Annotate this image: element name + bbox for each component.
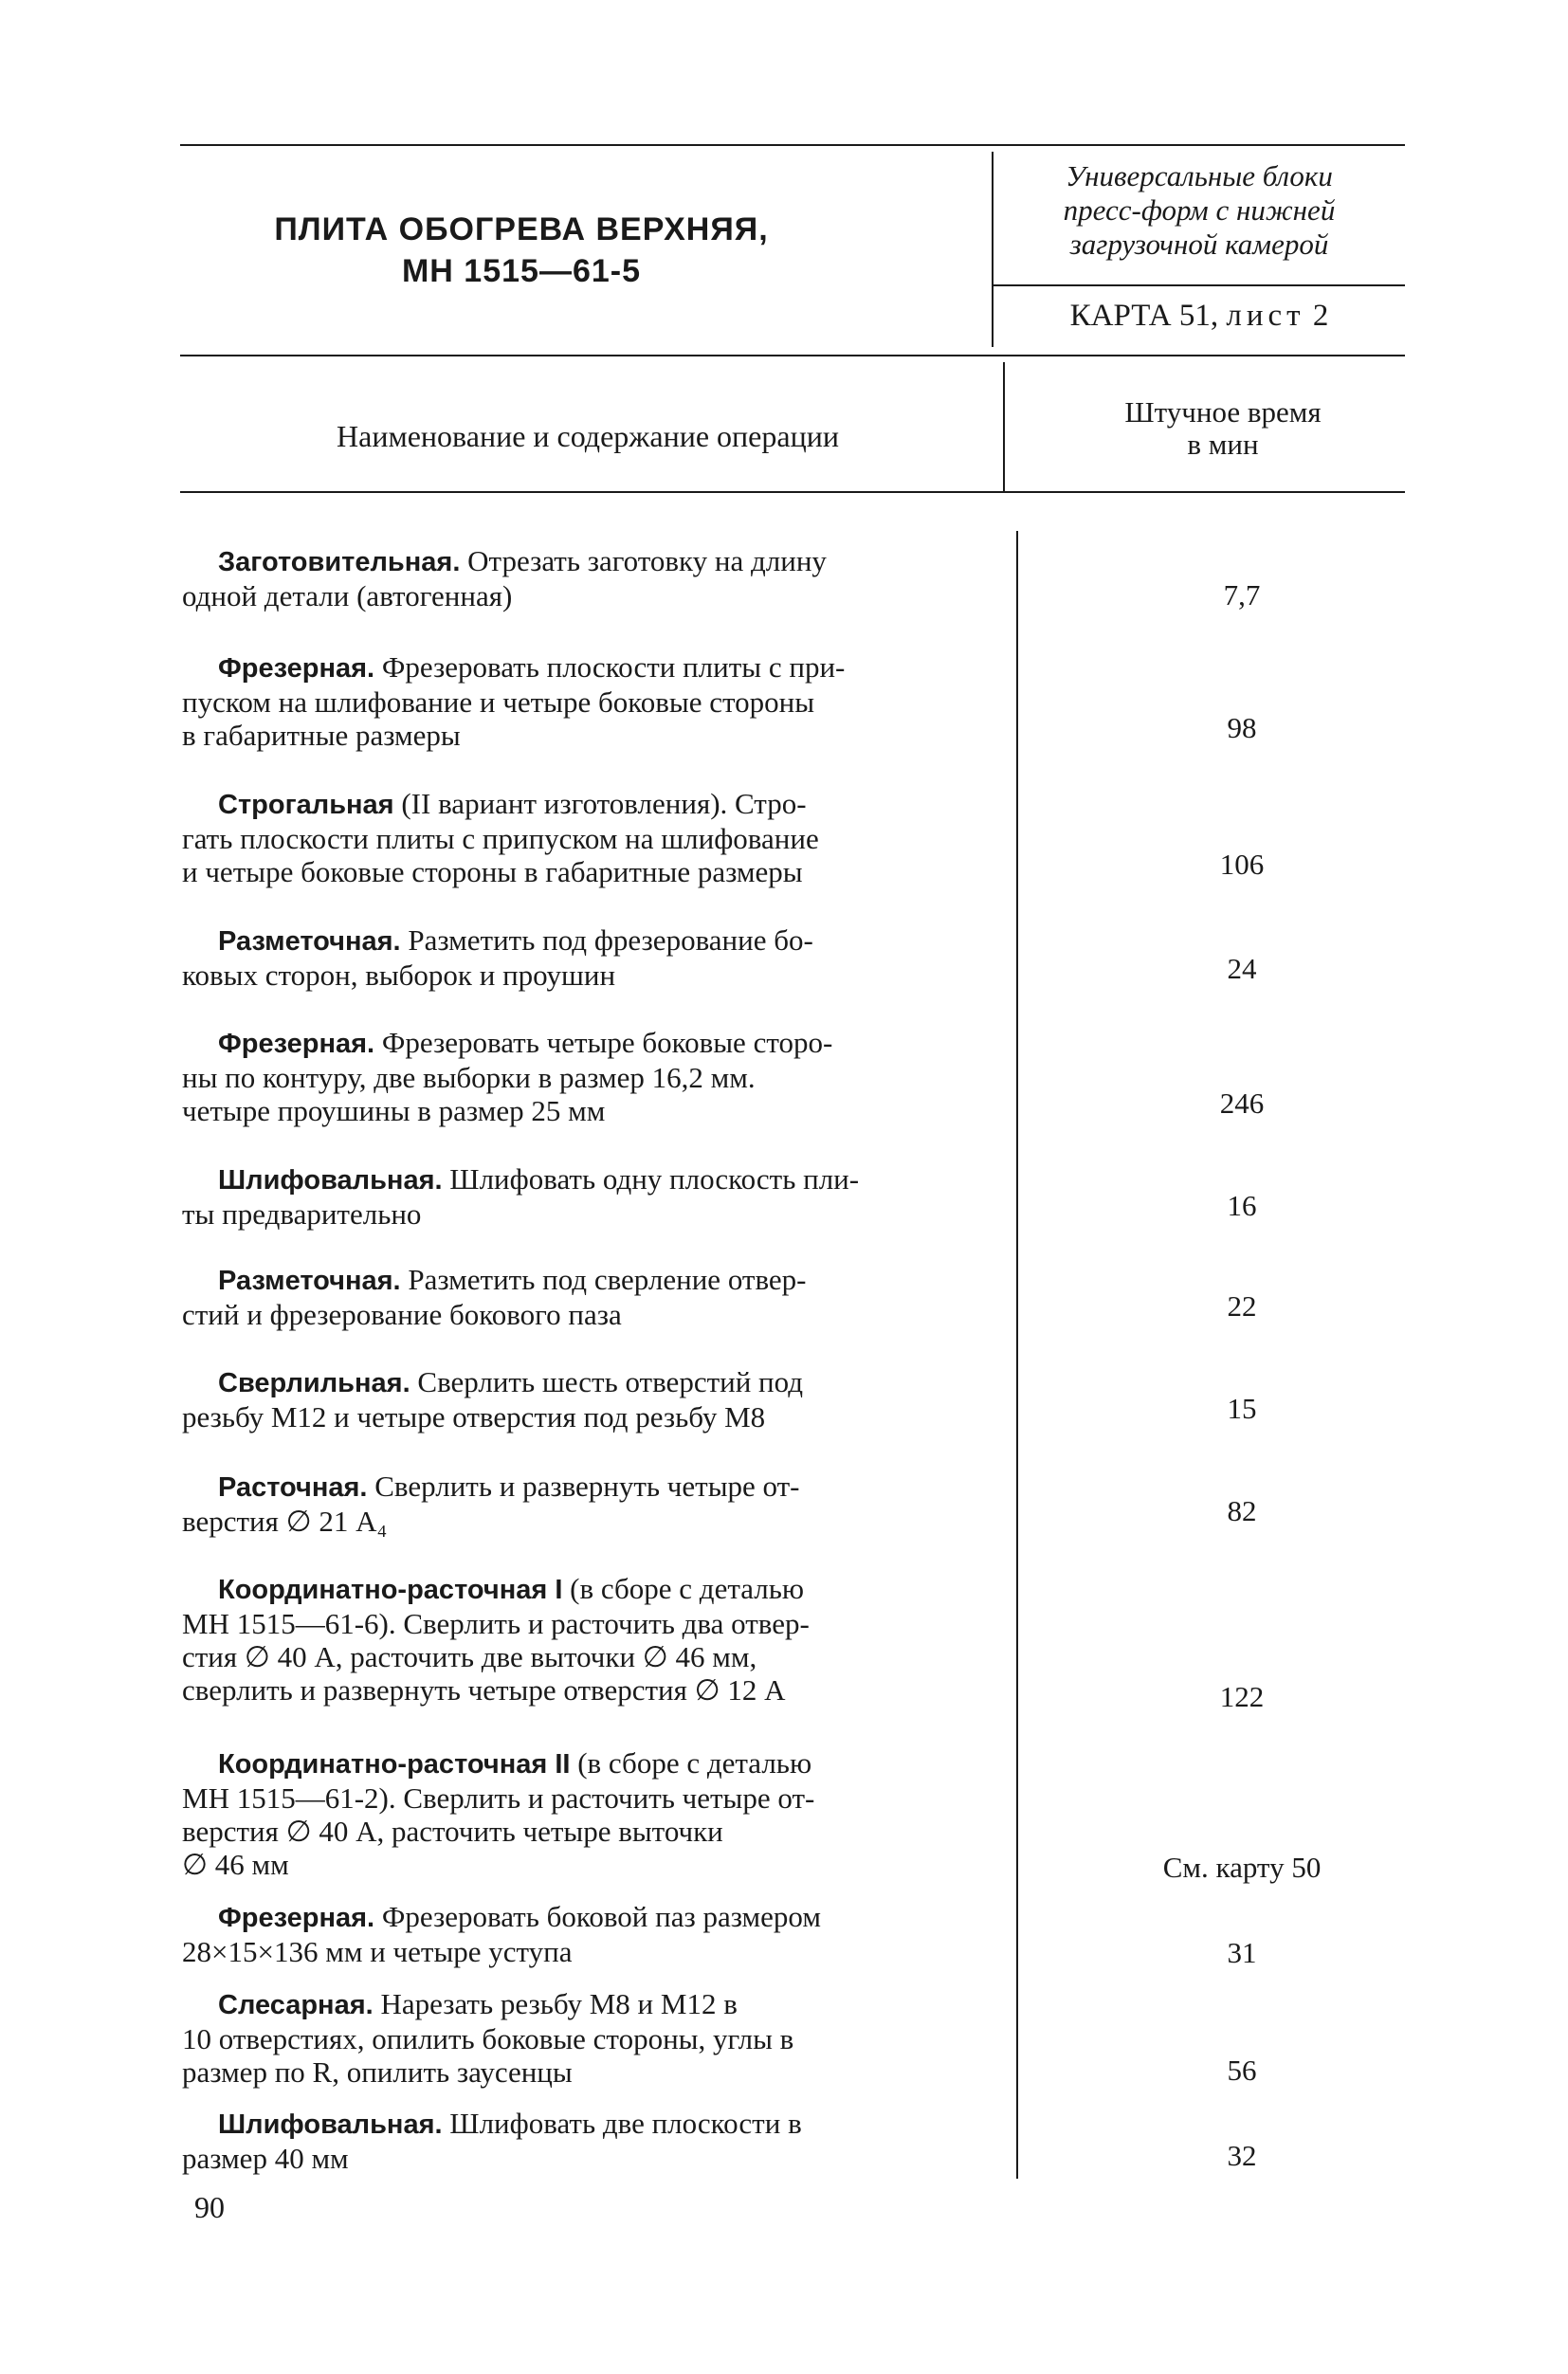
operation-column-header: Наименование и содержание операции [337, 419, 839, 453]
operation-time: 15 [1227, 1392, 1257, 1425]
operation-name: Заготовительная. [218, 547, 461, 577]
operation-text: Разметочная. Разметить под сверление отвер- стий и фрезерование бокового паза [182, 1263, 807, 1331]
subtitle-line-3: загрузочной камерой [1069, 228, 1329, 261]
title-line-2: МН 1515—61-5 [401, 253, 641, 289]
page-number: 90 [194, 2190, 225, 2224]
operation-time: 22 [1227, 1289, 1257, 1323]
product-subtitle [1005, 159, 1394, 262]
operation-name: Разметочная. [218, 1266, 401, 1296]
time-header-line-2: в мин [1187, 428, 1259, 461]
operation-name: Расточная. [218, 1472, 368, 1503]
body-divider [1016, 531, 1018, 2179]
operation-time: 82 [1227, 1494, 1257, 1527]
operation-text: Шлифовальная. Шлифовать две плоскости в размер 40 мм [182, 2107, 802, 2175]
header-divider [992, 152, 994, 347]
document-title [180, 209, 863, 292]
top-rule [180, 144, 1405, 146]
card-prefix: КАРТА 51, [1069, 299, 1219, 333]
operation-text: Сверлильная. Сверлить шесть отверстий под резьбу М12 и четыре отверстия под резьбу М8 [182, 1365, 804, 1434]
operation-name: Фрезерная. [218, 1903, 375, 1933]
operation-name: Координатно-расточная I [218, 1575, 563, 1605]
operation-text: Расточная. Сверлить и развернуть четыре от- верстия ∅ 21 A₄ [182, 1470, 800, 1538]
operation-text: Фрезерная. Фрезеровать боковой паз размером 28×15×136 мм и четыре уступа [182, 1900, 821, 1968]
operation-text: Заготовительная. Отрезать заготовку на длину одной детали (автогенная) [182, 544, 827, 612]
operation-text: Разметочная. Разметить под фрезерование бо- ковых сторон, выборок и проушин [182, 923, 813, 992]
operation-time: 16 [1227, 1189, 1257, 1222]
operation-time: См. карту 50 [1162, 1851, 1322, 1884]
operation-time: 246 [1219, 1087, 1265, 1120]
card-rule [992, 284, 1405, 286]
sheet-word: лист [1226, 299, 1305, 333]
operation-name: Фрезерная. [218, 653, 375, 684]
operation-text: Фрезерная. Фрезеровать четыре боковые сторо- ны по контуру, две выборки в размер 16,2 мм. четыре проушины в размер 25 мм [182, 1026, 833, 1127]
operation-time: 106 [1219, 848, 1265, 881]
operation-time: 122 [1219, 1680, 1265, 1713]
operation-time: 32 [1227, 2139, 1257, 2172]
operation-name: Слесарная. [218, 1990, 374, 2020]
operation-time: 56 [1227, 2054, 1257, 2087]
operation-name: Фрезерная. [218, 1029, 375, 1059]
header-bottom-rule [180, 355, 1405, 356]
operation-text: Шлифовальная. Шлифовать одну плоскость пли- ты предварительно [182, 1162, 860, 1231]
operation-time: 24 [1227, 952, 1257, 985]
sheet-number: 2 [1312, 299, 1329, 333]
operation-time: 98 [1227, 711, 1257, 744]
operation-text: Координатно-расточная I (в сборе с деталью МН 1515—61-6). Сверлить и расточить два отвер- стия ∅ 40 A, расточить две выточки ∅ 46 мм, сверлить и развернуть четыре отверстия ∅ 12 A [182, 1572, 810, 1707]
operation-text: Координатно-расточная II (в сборе с деталью МН 1515—61-2). Сверлить и расточить четыре от- верстия ∅ 40 A, расточить четыре выточки ∅ 46 мм [182, 1746, 815, 1881]
operation-name: Сверлильная. [218, 1368, 410, 1398]
operation-text: Фрезерная. Фрезеровать плоскости плиты с при- пуском на шлифование и четыре боковые стороны в габаритные размеры [182, 650, 846, 752]
operation-text: Строгальная (II вариант изготовления). Стро- гать плоскости плиты с припуском на шлифование и четыре боковые стороны в габаритные размеры [182, 787, 819, 888]
operation-time: 31 [1227, 1936, 1257, 1969]
column-head-bottom-rule [180, 491, 1405, 493]
operation-name: Шлифовальная. [218, 1165, 443, 1196]
operation-time: 7,7 [1223, 578, 1261, 612]
time-header-line-1: Штучное время [1124, 395, 1322, 429]
operation-text: Слесарная. Нарезать резьбу М8 и М12 в 10 отверстиях, опилить боковые стороны, углы в размер по R, опилить заусенцы [182, 1987, 794, 2089]
card-sheet-label [1005, 297, 1394, 335]
time-column-header [1033, 396, 1413, 461]
operation-name: Координатно-расточная II [218, 1749, 571, 1780]
subtitle-line-1: Универсальные блоки [1066, 159, 1333, 192]
title-line-1: ПЛИТА ОБОГРЕВА ВЕРХНЯЯ, [274, 211, 769, 247]
subtitle-line-2: пресс-форм с нижней [1063, 193, 1336, 227]
operation-name: Шлифовальная. [218, 2109, 443, 2140]
operation-name: Разметочная. [218, 926, 401, 957]
column-head-divider [1003, 362, 1005, 493]
operation-name: Строгальная [218, 790, 394, 820]
